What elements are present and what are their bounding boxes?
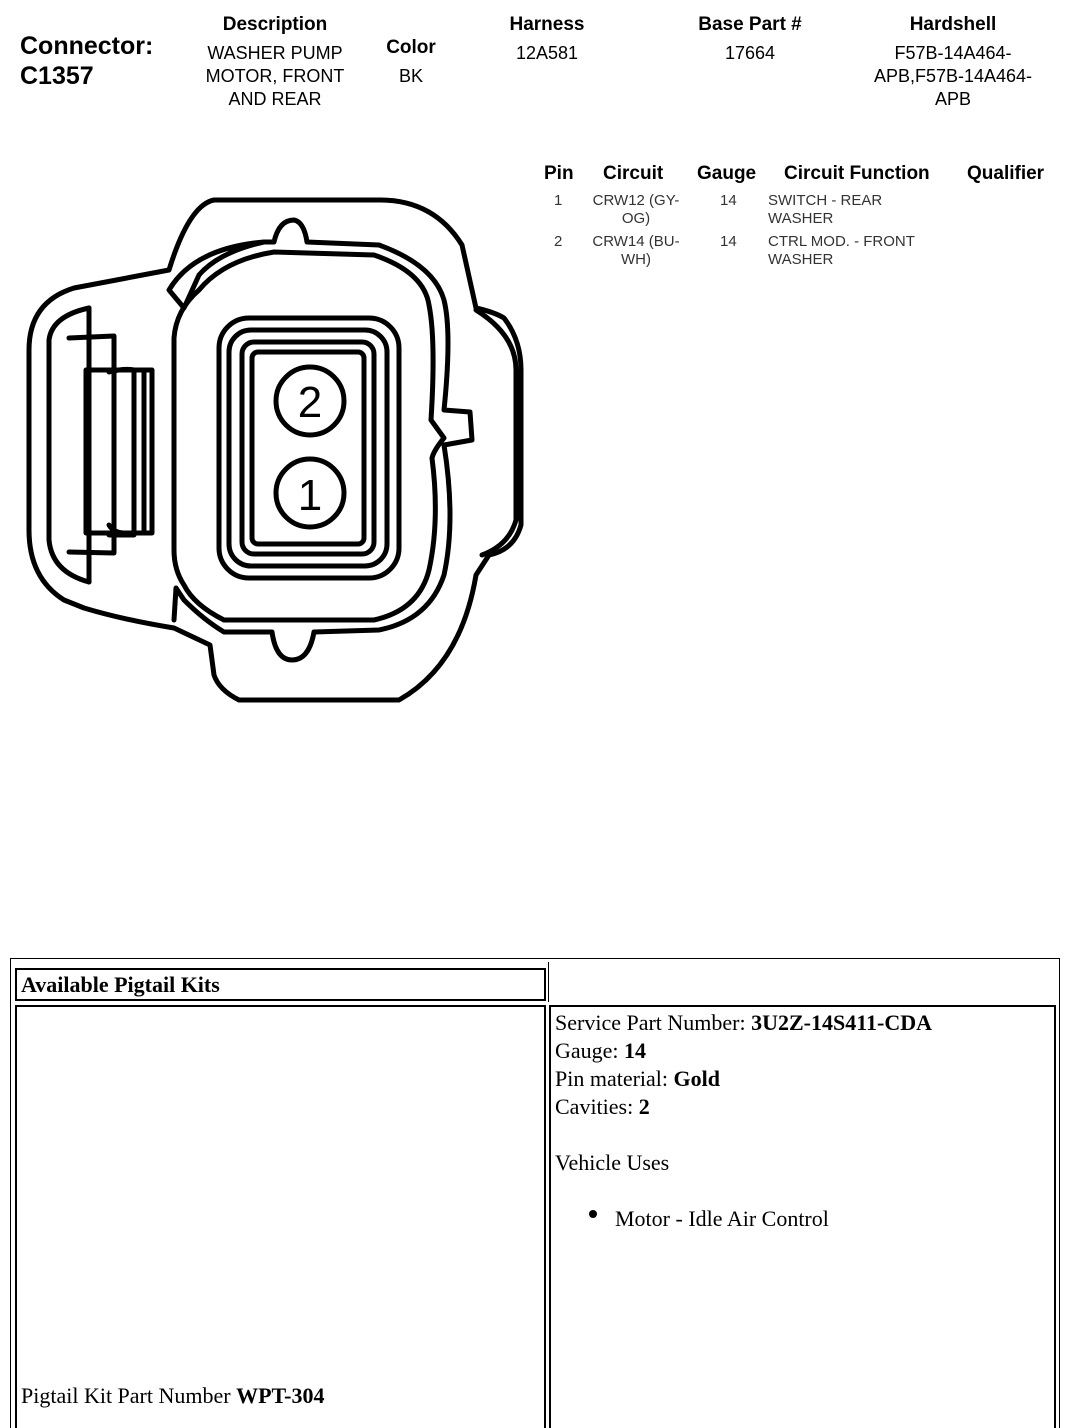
color-value: BK: [398, 66, 423, 86]
table-row-gauge: 14: [720, 233, 737, 250]
pin-header: Pin: [544, 163, 574, 184]
table-row-circuit: [586, 233, 686, 269]
harness-value: 12A581: [515, 43, 579, 63]
circuit-line: CRW12 (GY-: [592, 192, 680, 209]
bullet-icon: [589, 1210, 597, 1218]
description-line: MOTOR, FRONT: [205, 66, 345, 86]
right-latch: [476, 310, 516, 555]
circuit-line: WH): [621, 251, 651, 268]
description-label: Description: [222, 14, 328, 35]
qualifier-header: Qualifier: [967, 163, 1045, 184]
hardshell-line: APB,F57B-14A464-: [873, 66, 1033, 86]
base-part-column: [680, 14, 820, 65]
table-row-circuit: [586, 192, 686, 228]
gauge-value: 14: [624, 1038, 647, 1063]
description-column: [180, 14, 370, 111]
color-column: [371, 37, 451, 88]
pin-material-line: [555, 1066, 720, 1092]
pigtail-header-right: [548, 962, 1058, 1002]
cavities-label: Cavities:: [555, 1094, 639, 1119]
function-line: CTRL MOD. - FRONT: [768, 233, 915, 250]
function-line: SWITCH - REAR: [768, 192, 883, 209]
circuit-header: Circuit: [603, 163, 664, 184]
vehicle-uses-label: Vehicle Uses: [555, 1150, 670, 1175]
connector-id: C1357: [20, 62, 94, 90]
harness-label: Harness: [509, 14, 585, 35]
table-row-function: [768, 192, 882, 228]
pin-material-value: Gold: [673, 1066, 720, 1091]
base-part-value: 17664: [724, 43, 776, 63]
connector-face-diagram: [24, 190, 529, 710]
connector-label: Connector:: [20, 32, 154, 60]
description-value: [180, 42, 370, 111]
pigtail-right-panel: [549, 1005, 1056, 1428]
service-part-number: [555, 1010, 932, 1036]
cavities-value: 2: [638, 1094, 650, 1119]
pin-2-label: 2: [297, 378, 323, 427]
left-shroud: [49, 308, 89, 582]
pin-material-label: Pin material:: [555, 1066, 674, 1091]
base-part-label: Base Part #: [698, 14, 802, 35]
kit-part-value: WPT-304: [236, 1383, 325, 1408]
table-row-pin: 2: [554, 233, 563, 250]
table-row-gauge: 14: [720, 192, 737, 209]
kit-part-label: Pigtail Kit Part Number: [21, 1383, 237, 1408]
hardshell-value: [848, 42, 1058, 111]
function-header: Circuit Function: [784, 163, 930, 184]
function-line: WASHER: [768, 251, 834, 268]
description-line: AND REAR: [228, 89, 322, 109]
pigtail-kit-part-number: [21, 1383, 325, 1409]
color-label: Color: [386, 37, 436, 58]
gauge-header: Gauge: [697, 163, 757, 184]
gauge-label: Gauge:: [555, 1038, 625, 1063]
circuit-line: CRW14 (BU-: [592, 233, 680, 250]
function-line: WASHER: [768, 210, 834, 227]
service-part-label: Service Part Number:: [555, 1010, 752, 1035]
hardshell-label: Hardshell: [909, 14, 997, 35]
pigtail-left-panel: [15, 1005, 546, 1428]
gauge-line: [555, 1038, 646, 1064]
service-part-value: 3U2Z-14S411-CDA: [751, 1010, 933, 1035]
description-line: WASHER PUMP: [207, 43, 343, 63]
hardshell-column: [848, 14, 1058, 111]
harness-column: [487, 14, 607, 65]
connector-title: [20, 31, 153, 91]
vehicle-use-item: Motor - Idle Air Control: [615, 1206, 829, 1231]
cavity-outline-inner: [242, 342, 374, 554]
table-row-pin: 1: [554, 192, 563, 209]
pin-1-label: 1: [297, 471, 323, 520]
cavities-line: [555, 1094, 650, 1120]
circuit-line: OG): [621, 210, 651, 227]
table-row-function: [768, 233, 915, 269]
hardshell-line: F57B-14A464-: [894, 43, 1012, 63]
hardshell-line: APB: [934, 89, 972, 109]
pigtail-kits-title: Available Pigtail Kits: [15, 968, 546, 1001]
